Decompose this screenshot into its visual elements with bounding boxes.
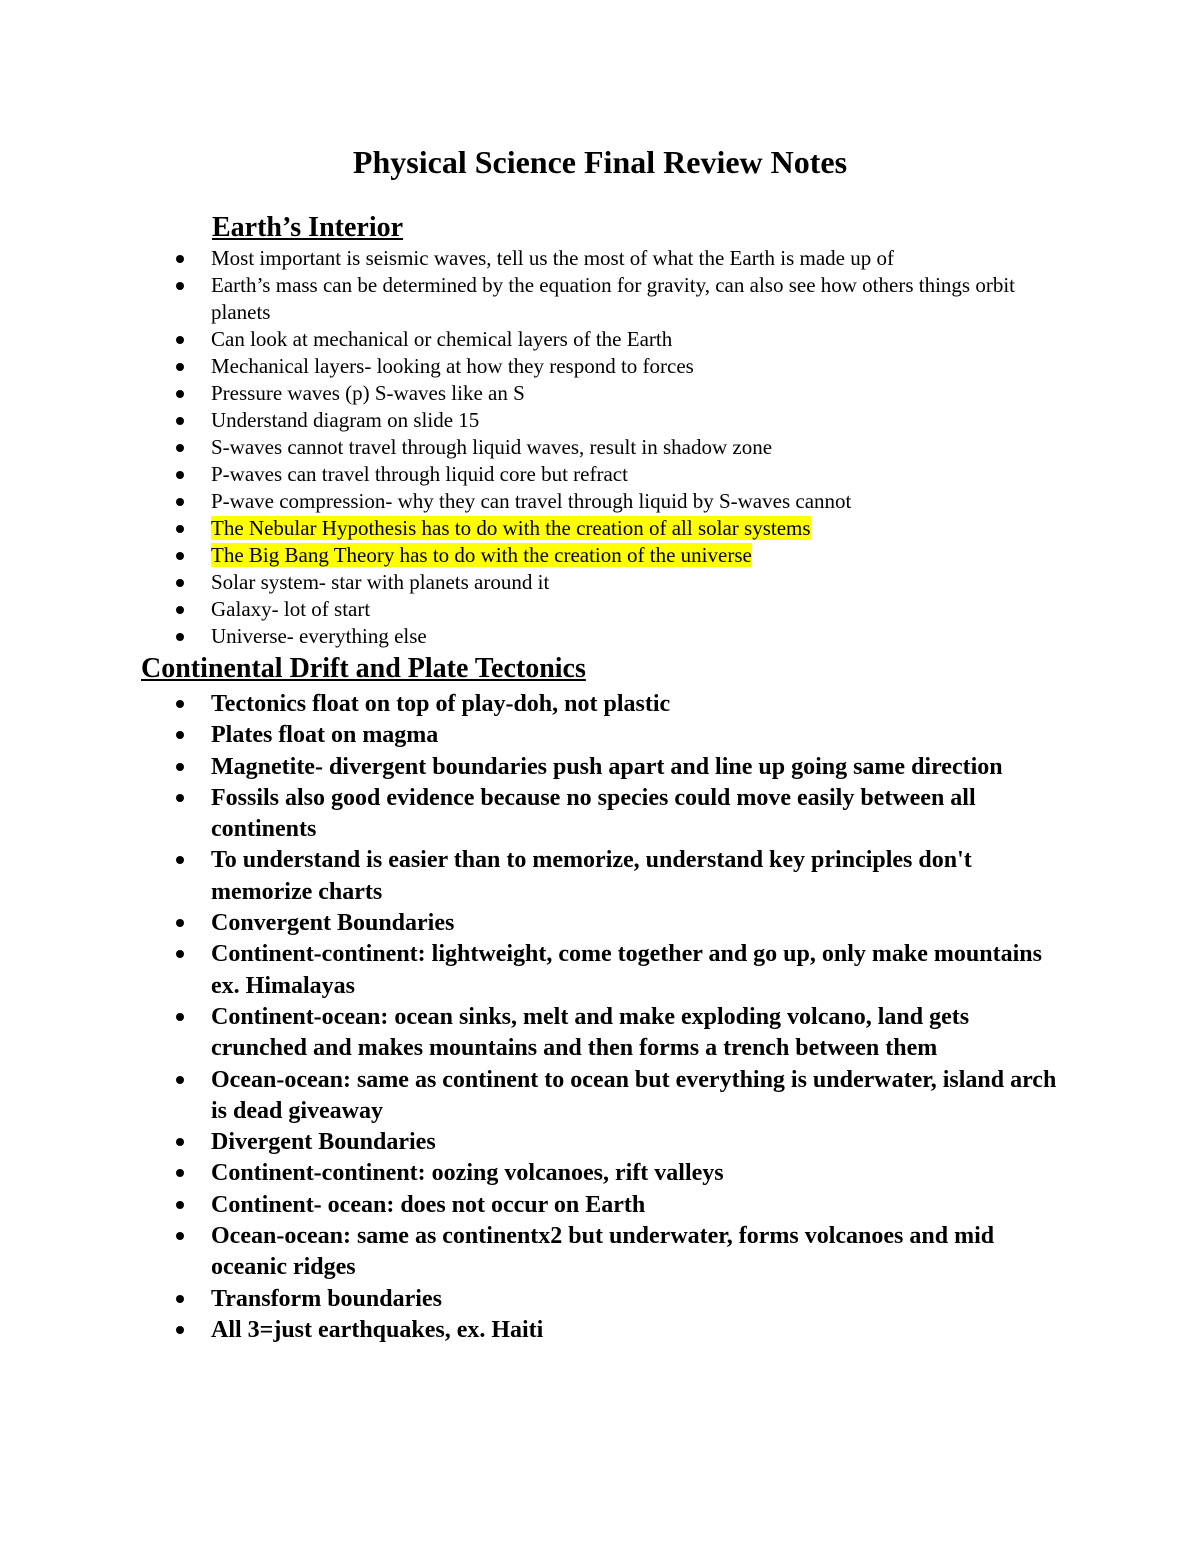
list-item xyxy=(175,1315,1070,1346)
list-item-text: Pressure waves (p) S-waves like an S xyxy=(211,381,525,405)
bullet-icon xyxy=(176,498,184,506)
bullet-icon xyxy=(176,794,184,802)
bullet-icon xyxy=(176,1138,184,1146)
list-item-highlighted xyxy=(175,542,1035,569)
list-item xyxy=(175,1002,1070,1065)
list-item xyxy=(175,1190,1070,1221)
bullet-icon xyxy=(176,552,184,560)
plate-tectonics-list xyxy=(175,689,1070,1346)
list-item xyxy=(175,407,1035,434)
bullet-icon xyxy=(176,1076,184,1084)
earths-interior-list xyxy=(175,245,1035,650)
bullet-icon xyxy=(176,763,184,771)
section-heading-earths-interior: Earth’s Interior xyxy=(212,212,404,243)
bullet-icon xyxy=(176,282,184,290)
list-item-text: Tectonics float on top of play-doh, not plastic xyxy=(211,691,671,717)
list-item-text: S-waves cannot travel through liquid waves, result in shadow zone xyxy=(211,435,773,459)
list-item-text: Can look at mechanical or chemical layers of the Earth xyxy=(211,327,673,351)
list-item-text: Continent-continent: oozing volcanoes, rift valleys xyxy=(211,1160,724,1187)
list-item-text: P-waves can travel through liquid core but refract xyxy=(211,462,628,486)
list-item xyxy=(175,689,1070,720)
bullet-icon xyxy=(176,856,184,864)
list-item-text: Plates float on magma xyxy=(211,722,439,749)
list-item xyxy=(175,623,1035,650)
bullet-icon xyxy=(176,1326,184,1334)
list-item xyxy=(175,1158,1070,1189)
bullet-icon xyxy=(176,919,184,927)
bullet-icon xyxy=(176,471,184,479)
list-item-text: Understand diagram on slide 15 xyxy=(211,408,480,432)
subheading-divergent-boundaries: Divergent Boundaries xyxy=(211,1129,436,1156)
bullet-icon xyxy=(176,1232,184,1240)
list-item xyxy=(175,845,1070,908)
list-item-text: Ocean-ocean: same as continent to ocean but everything is underwater, island arch is dead giveaway xyxy=(211,1066,1057,1124)
list-item-text: Mechanical layers- looking at how they respond to forces xyxy=(211,354,694,378)
list-item-text: All 3=just earthquakes, ex. Haiti xyxy=(211,1316,544,1343)
list-item-text: Ocean-ocean: same as continentx2 but underwater, forms volcanoes and mid oceanic ridges xyxy=(211,1223,995,1281)
subheading-transform-boundaries: Transform boundaries xyxy=(211,1285,442,1312)
section-heading-plate-tectonics: Continental Drift and Plate Tectonics xyxy=(141,653,586,684)
list-item-highlighted xyxy=(175,515,1035,542)
list-item-text: Solar system- star with planets around it xyxy=(211,570,550,594)
bullet-icon xyxy=(176,363,184,371)
list-item xyxy=(175,461,1035,488)
list-item xyxy=(175,1221,1070,1284)
list-item-text: Galaxy- lot of start xyxy=(211,597,371,621)
highlighted-text: The Nebular Hypothesis has to do with the creation of all solar systems xyxy=(211,516,811,540)
bullet-icon xyxy=(176,255,184,263)
list-item xyxy=(175,939,1070,1002)
bullet-icon xyxy=(176,417,184,425)
list-subheading xyxy=(175,1127,1070,1158)
bullet-icon xyxy=(176,1201,184,1209)
list-subheading xyxy=(175,908,1070,939)
bullet-icon xyxy=(176,700,184,708)
bullet-icon xyxy=(176,633,184,641)
bullet-icon xyxy=(176,731,184,739)
list-item xyxy=(175,245,1035,272)
highlighted-text: The Big Bang Theory has to do with the creation of the universe xyxy=(211,543,752,567)
bullet-icon xyxy=(176,606,184,614)
list-item-text: Continent- ocean: does not occur on Earth xyxy=(211,1191,646,1218)
bullet-icon xyxy=(176,1169,184,1177)
bullet-icon xyxy=(176,390,184,398)
bullet-icon xyxy=(176,1013,184,1021)
bullet-icon xyxy=(176,525,184,533)
list-item xyxy=(175,488,1035,515)
list-item xyxy=(175,1065,1070,1128)
list-item-text: Continent-continent: lightweight, come together and go up, only make mountains ex. Himalayas xyxy=(211,941,1042,999)
list-item xyxy=(175,783,1070,846)
bullet-icon xyxy=(176,336,184,344)
list-item xyxy=(175,272,1035,326)
list-item xyxy=(175,353,1035,380)
list-item-text: P-wave compression- why they can travel through liquid by S-waves cannot xyxy=(211,489,852,513)
bullet-icon xyxy=(176,950,184,958)
list-item-text: Magnetite- divergent boundaries push apart and line up going same direction xyxy=(211,753,1003,780)
list-item xyxy=(175,752,1070,783)
list-item xyxy=(175,326,1035,353)
list-item-text: Earth’s mass can be determined by the equation for gravity, can also see how others things orbit planets xyxy=(211,273,1015,324)
bullet-icon xyxy=(176,579,184,587)
subheading-convergent-boundaries: Convergent Boundaries xyxy=(211,910,455,937)
list-item xyxy=(175,434,1035,461)
list-item xyxy=(175,596,1035,623)
list-item-text: Most important is seismic waves, tell us the most of what the Earth is made up of xyxy=(211,246,894,270)
list-item-text: Continent-ocean: ocean sinks, melt and make exploding volcano, land gets crunched and makes mountains and then forms a trench between them xyxy=(211,1003,970,1062)
list-subheading xyxy=(175,1284,1070,1315)
bullet-icon xyxy=(176,1295,184,1303)
document-title: Physical Science Final Review Notes xyxy=(352,144,848,180)
list-item-text: Universe- everything else xyxy=(211,624,427,648)
list-item-text: To understand is easier than to memorize, understand key principles don't memorize charts xyxy=(211,847,972,905)
list-item xyxy=(175,569,1035,596)
list-item xyxy=(175,380,1035,407)
list-item-text: Fossils also good evidence because no species could move easily between all continents xyxy=(211,784,976,843)
list-item xyxy=(175,720,1070,751)
bullet-icon xyxy=(176,444,184,452)
